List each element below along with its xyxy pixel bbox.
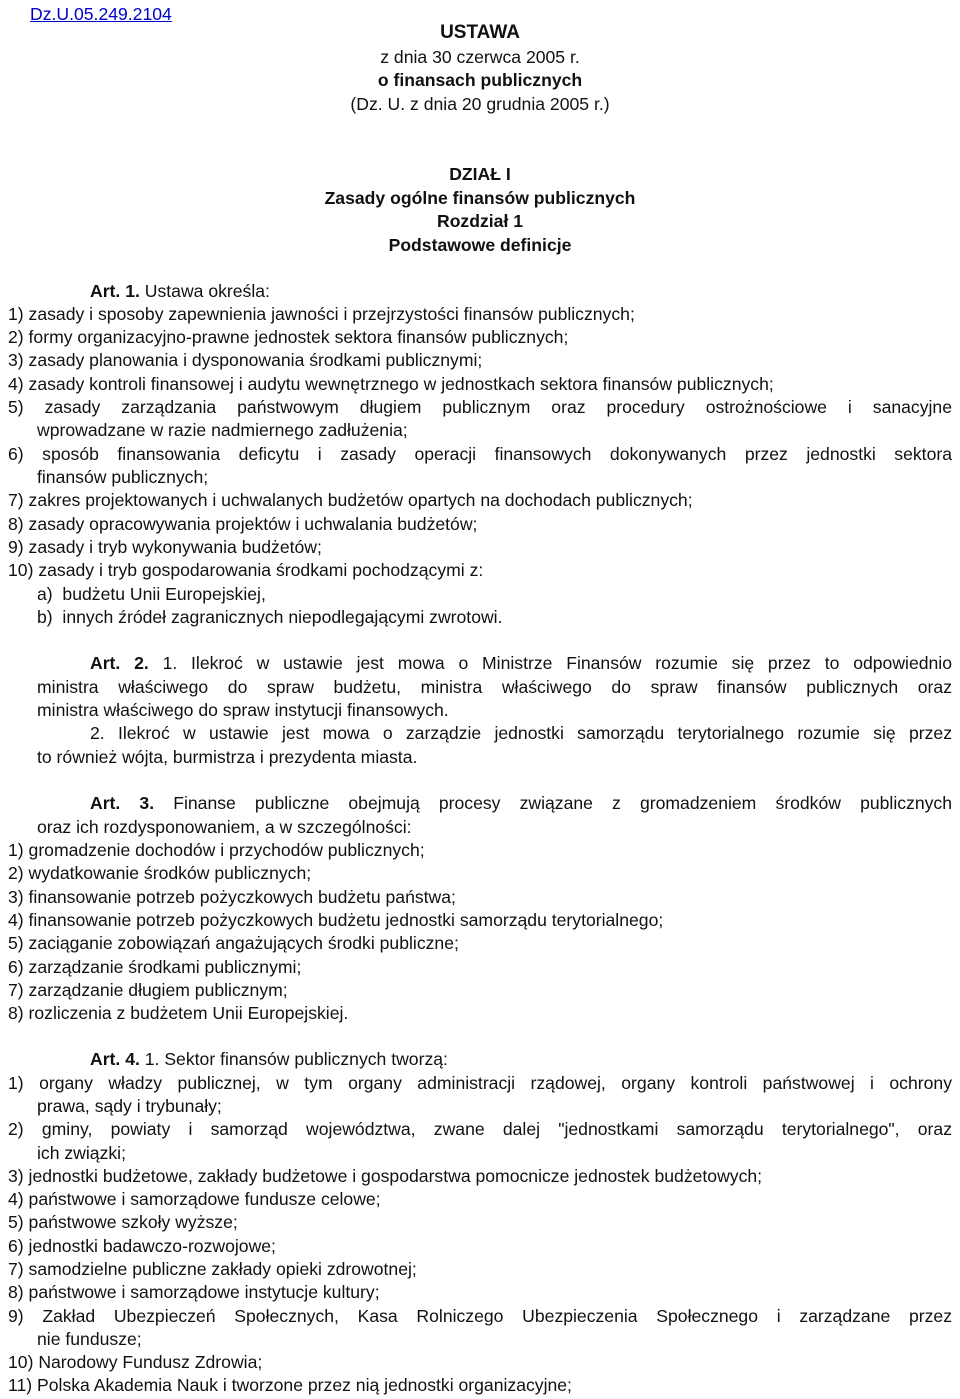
article-4-heading <box>90 1048 448 1070</box>
article-intro: Ustawa określa: <box>144 281 270 301</box>
article-label: Art. 4. <box>90 1049 140 1069</box>
list-item: 9) zasady i tryb wykonywania budżetów; <box>8 537 322 557</box>
list-item: 1) gromadzenie dochodów i przychodów publicznych; <box>8 840 425 860</box>
chapter-heading: Rozdział 1 <box>436 211 524 231</box>
list-item: 6) zarządzanie środkami publicznymi; <box>8 957 302 977</box>
list-item: 8) państwowe i samorządowe instytucje kultury; <box>8 1282 380 1302</box>
article-label: Art. 1. <box>90 281 140 301</box>
paragraph-line: ministra właściwego do spraw budżetu, ministra właściwego do spraw finansów publicznych oraz <box>37 677 952 697</box>
list-item: 6) sposób finansowania deficytu i zasady operacji finansowych dokonywanych przez jednostki sektora <box>8 444 952 464</box>
paragraph-line: ministra właściwego do spraw instytucji finansowych. <box>37 700 449 720</box>
article-3-heading <box>90 792 952 814</box>
list-item: 11) Polska Akademia Nauk i tworzone przez nią jednostki organizacyjne; <box>8 1375 572 1395</box>
list-item: 5) państwowe szkoły wyższe; <box>8 1212 238 1232</box>
article-label: Art. 3. <box>90 793 155 813</box>
list-item: 4) zasady kontroli finansowej i audytu wewnętrznego w jednostkach sektora finansów publicznych; <box>8 374 774 394</box>
list-item: 8) zasady opracowywania projektów i uchwalania budżetów; <box>8 514 478 534</box>
list-item: 3) jednostki budżetowe, zakłady budżetowe i gospodarstwa pomocnicze jednostek budżetowych; <box>8 1166 763 1186</box>
list-item-continuation: wprowadzane w razie nadmiernego zadłużenia; <box>37 420 408 440</box>
list-item-continuation: ich związki; <box>37 1143 126 1163</box>
list-item: 5) zaciąganie zobowiązań angażujących środki publiczne; <box>8 933 459 953</box>
list-item: 3) finansowanie potrzeb pożyczkowych budżetu państwa; <box>8 887 456 907</box>
paragraph-line: to również wójta, burmistrza i prezydenta miasta. <box>37 747 418 767</box>
act-date: z dnia 30 czerwca 2005 r. <box>380 47 580 67</box>
list-item-continuation: nie fundusze; <box>37 1329 142 1349</box>
paragraph-text: Finanse publiczne obejmują procesy związane z gromadzeniem środków publicznych <box>173 793 952 813</box>
article-2-paragraph-2: 2. Ilekroć w ustawie jest mowa o zarządzie jednostki samorządu terytorialnego rozumie się przez <box>90 723 952 743</box>
list-item-continuation: finansów publicznych; <box>37 467 209 487</box>
paragraph-text: 1. Ilekroć w ustawie jest mowa o Ministrze Finansów rozumie się przez to odpowiednio <box>162 653 952 673</box>
list-item-continuation: prawa, sądy i trybunały; <box>37 1096 222 1116</box>
publication-info: (Dz. U. z dnia 20 grudnia 2005 r.) <box>350 94 610 114</box>
sub-list-item: a) budżetu Unii Europejskiej, <box>37 584 266 604</box>
journal-reference-link[interactable]: Dz.U.05.249.2104 <box>30 4 172 24</box>
chapter-title: Podstawowe definicje <box>388 235 572 255</box>
list-item: 8) rozliczenia z budżetem Unii Europejskiej. <box>8 1003 349 1023</box>
list-item: 10) Narodowy Fundusz Zdrowia; <box>8 1352 263 1372</box>
list-item: 2) wydatkowanie środków publicznych; <box>8 863 312 883</box>
division-heading: DZIAŁ I <box>449 164 511 184</box>
list-item: 2) formy organizacyjno-prawne jednostek sektora finansów publicznych; <box>8 327 569 347</box>
list-item: 4) państwowe i samorządowe fundusze celowe; <box>8 1189 381 1209</box>
list-item: 3) zasady planowania i dysponowania środkami publicznymi; <box>8 350 483 370</box>
list-item: 4) finansowanie potrzeb pożyczkowych budżetu jednostki samorządu terytorialnego; <box>8 910 664 930</box>
sub-list-item: b) innych źródeł zagranicznych niepodlegającymi zwrotowi. <box>37 607 503 627</box>
list-item: 9) Zakład Ubezpieczeń Społecznych, Kasa Rolniczego Ubezpieczenia Społecznego i zarządzane przez <box>8 1306 952 1326</box>
article-intro: 1. Sektor finansów publicznych tworzą: <box>144 1049 448 1069</box>
list-item: 7) zarządzanie długiem publicznym; <box>8 980 288 1000</box>
list-item: 1) zasady i sposoby zapewnienia jawności i przejrzystości finansów publicznych; <box>8 304 635 324</box>
paragraph-line: oraz ich rozdysponowaniem, a w szczególności: <box>37 817 412 837</box>
list-item: 1) organy władzy publicznej, w tym organy administracji rządowej, organy kontroli państwowej i ochrony <box>8 1073 952 1093</box>
list-item: 5) zasady zarządzania państwowym długiem publicznym oraz procedury ostrożnościowe i sanacyjne <box>8 397 952 417</box>
article-2-paragraph-1 <box>90 652 952 674</box>
list-item: 10) zasady i tryb gospodarowania środkami pochodzącymi z: <box>8 560 484 580</box>
act-subject: o finansach publicznych <box>377 70 583 90</box>
article-label: Art. 2. <box>90 653 149 673</box>
list-item: 2) gminy, powiaty i samorząd województwa, zwane dalej "jednostkami samorządu terytorialnego", oraz <box>8 1119 952 1139</box>
list-item: 6) jednostki badawczo-rozwojowe; <box>8 1236 276 1256</box>
act-type: USTAWA <box>440 22 520 43</box>
article-1-heading <box>90 280 270 302</box>
list-item: 7) zakres projektowanych i uchwalanych budżetów opartych na dochodach publicznych; <box>8 490 693 510</box>
list-item: 7) samodzielne publiczne zakłady opieki zdrowotnej; <box>8 1259 417 1279</box>
division-title: Zasady ogólne finansów publicznych <box>324 188 636 208</box>
